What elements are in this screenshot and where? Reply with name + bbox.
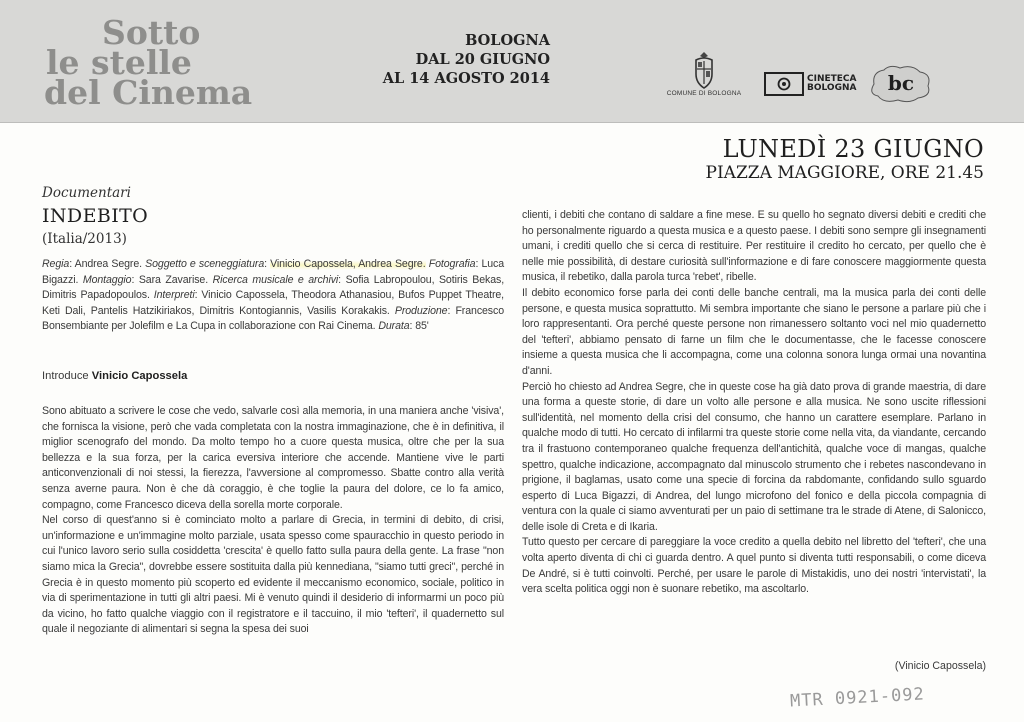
intro-name: Vinicio Capossela	[91, 370, 188, 382]
event-day: LUNEDÌ 23 GIUGNO	[722, 135, 984, 163]
article-column-right	[522, 208, 986, 598]
credit-value: Sara Zavarise.	[138, 273, 209, 286]
cineteca-line-2: BOLOGNA	[807, 83, 857, 93]
cineteca-line-1: CINETECA	[807, 74, 857, 84]
film-title: INDEBITO	[42, 205, 149, 227]
festival-logo-title	[44, 13, 284, 112]
credit-value: Vinicio Capossela, Andrea Segre.	[270, 258, 426, 270]
event-place: PIAZZA MAGGIORE, ORE 21.45	[705, 163, 984, 183]
credit-role: Interpreti	[153, 289, 195, 302]
credit-role: Montaggio	[82, 273, 132, 286]
credit-value: 85'	[415, 320, 429, 333]
credit-value: Andrea Segre.	[74, 258, 142, 270]
bc-logo	[868, 64, 934, 109]
cineteca-text	[807, 75, 857, 93]
intro-label: Introduce	[42, 370, 89, 382]
credit-role: Ricerca musicale e archivi	[212, 273, 339, 286]
author-signature: (Vinicio Capossela)	[894, 660, 986, 672]
article-column-left	[42, 404, 504, 638]
article-paragraph: clienti, i debiti che contano di saldare a fine mese. E su quello ho segnato diversi debiti e crediti che ho personalmente riguardo a questa musica e a questo paese. I debiti sono sempre gli insegnamenti umani, i crediti quello che si cerca di restituire. Per restituire il credito ho cercato, per quello che è nelle mie possibilità, di destare curiosità sull'informazione e di fare conoscere maggiormente questa musica, il rebetiko, dalla parola turca 'rebet', ribelle.	[522, 209, 986, 284]
festival-date-from: DAL 20 GIUGNO	[415, 51, 550, 68]
section-label: Documentari	[42, 185, 131, 201]
film-reel-icon	[774, 77, 794, 91]
logo-line-2: le stelle	[46, 43, 192, 82]
credit-value: Vinicio Capossela, Theodora Athanasiou, Bufos Puppet Theatre, Keti Dali, Pantelis Hatzikiriakos, Dimitris Kontogiannis, Vasilis Korakakis.	[42, 289, 505, 317]
comune-logo	[664, 50, 744, 97]
logo-line-1: Sotto	[102, 13, 201, 52]
article-paragraph: Sono abituato a scrivere le cose che vedo, salvarle così alla memoria, in una maniera anche 'visiva', che fornisca la visione, però che vada completata con la nostra immaginazione, che è in definitiva, il miglior scenografo del mondo. Da molto tempo ho a cuore questa musica, oltre che per la sua bellezza e la sua forza, per la carica eversiva interiore che accende. Mantiene vive le parti anticonvenzionali di noi stessi, la fierezza, l'avversione al compromesso. Sbatte contro alla verità senza averne paura. Non è che dà coraggio, è che toglie la paura del dolore, ce lo fa amico, compagno, come Francesco diceva della sorella morte corporale.	[42, 405, 504, 511]
article-paragraph: Il debito economico forse parla dei conti delle banche centrali, ma la musica parla dei conti delle persone, e questa musica soprattutto. Mi sembra importante che siano le persone a parlare più che i loro rappresentanti. Ora perché queste persone non rimanessero soltanto voci nel mio quadernetto del 'tefteri', abbiamo pensato di farne un film che le documentasse, che le facesse conoscere insieme a questa musica che li accompagna, come una colonna sonora lunga ormai una novantina d'anni.	[522, 286, 986, 377]
cineteca-logo	[764, 72, 857, 96]
credit-role: Durata	[378, 320, 410, 333]
credit-role: Produzione	[394, 304, 448, 317]
bc-splash-icon	[868, 64, 934, 104]
bc-logo-text: bc	[887, 71, 915, 95]
logo-line-3: del Cinema	[44, 73, 253, 112]
festival-date-to: AL 14 AGOSTO 2014	[382, 70, 550, 87]
credit-role: Regia	[42, 258, 70, 270]
credit-role: Fotografia	[428, 258, 476, 270]
article-paragraph: Nel corso di quest'anno si è cominciato molto a parlare di Grecia, in termini di debito, di crisi, un'informazione e un'immagine molto parziale, usata spesso come spauracchio in questo periodo in cui l'unico lavoro serio sulla cosiddetta 'crescita' è quello fatto sulla paura della gente. La frase "non siamo mica la Grecia", dovrebbe essere sostituita dalla più kennediana, "siamo tutti greci", perché in Grecia è in questo momento più scoperto ed evidente il meccanismo economico, sociale, politico in via di sperimentazione in tutti gli altri paesi. Mi è venuto quindi il desiderio di informarmi un poco più da vicino, ho fatto qualche viaggio con il registratore e il taccuino, il mio 'tefteri', il quadernetto sul quale il negoziante di alimentari si segna la spesa dei suoi	[42, 514, 504, 636]
festival-dates	[383, 31, 550, 88]
coat-of-arms-icon	[690, 50, 718, 90]
article-paragraph: Perciò ho chiesto ad Andrea Segre, che in queste cose ha già dato prova di grande maestria, di dare una forma a queste storie, di dare un volto alle persone e alla musica. Ne sono uscite riflessioni sull'identità, nel momento della crisi del consumo, che hanno un carattere esemplare. Parlano in qualche modo di tutti. Ho cercato di infilarmi tra queste storie come nella vita, da viandante, cercando tra il frastuono contemporaneo qualche frequenza dell'antichità, qualche voce di mangas, qualche spettro, qualche indicazione, accompagnato dal minuscolo strumento che i rebetes nascondevano in prigione, il baglamas, usato come una specie di forcina da rabdomante, confidando sullo sguardo esperto di Luca Bigazzi, di Andrea, del lungo microfono del fonico e della piccola compagnia di ventura con la quale ci siamo avventurati per un paio di settimane tra le strade di Atene, di Salonicco, delle isole di Creta e di Ikaria.	[522, 380, 986, 533]
article-paragraph: Tutto questo per cercare di pareggiare la voce credito a quella debito nel libretto del 'tefteri', che una volta aperto diventa di chi ci guarda dentro. A quel punto si diventa tutti responsabili, o come diceva De André, si è tutti coinvolti. Perché, per usare le parole di Mistakidis, uno dei nostri 'intervistati', la vera scelta politica oggi non è suonare rebetiko, ma ascoltarlo.	[522, 536, 986, 596]
festival-city: BOLOGNA	[465, 32, 550, 49]
archive-handwritten-mark: MTR 0921-092	[789, 684, 926, 712]
introduction-line	[42, 370, 187, 382]
header-banner	[0, 0, 1024, 123]
film-credits: Regia: Andrea Segre. Soggetto e sceneggiatura: Vinicio Capossela, Andrea Segre. Fotografia: Luca Bigazzi. Montaggio: Sara Zavarise. Ricerca musicale e archivi: Sofia Labropoulou, Sotiris Bekas, Dimitris Papadopoulos. Interpreti: Vinicio Capossela, Theodora Athanasiou, Bufos Puppet Theatre, Keti Dali, Pantelis Hatzikiriakos, Dimitris Kontogiannis, Vasilis Korakakis. Produzione: Francesco Bonsembiante per Jolefilm e La Cupa in collaborazione con Rai Cinema. Durata: 85'	[42, 258, 505, 333]
credit-role: Soggetto e sceneggiatura	[145, 258, 265, 270]
film-origin: (Italia/2013)	[42, 231, 127, 247]
credit-value: Sofia Labropoulou, Sotiris Bekas, Dimitris Papadopoulos.	[42, 273, 505, 302]
credit-value: Francesco Bonsembiante per Jolefilm e La Cupa in collaborazione con Rai Cinema.	[42, 304, 504, 333]
comune-label: COMUNE DI BOLOGNA	[666, 90, 742, 97]
cineteca-box	[764, 72, 804, 96]
credit-value: Luca Bigazzi.	[42, 258, 505, 286]
